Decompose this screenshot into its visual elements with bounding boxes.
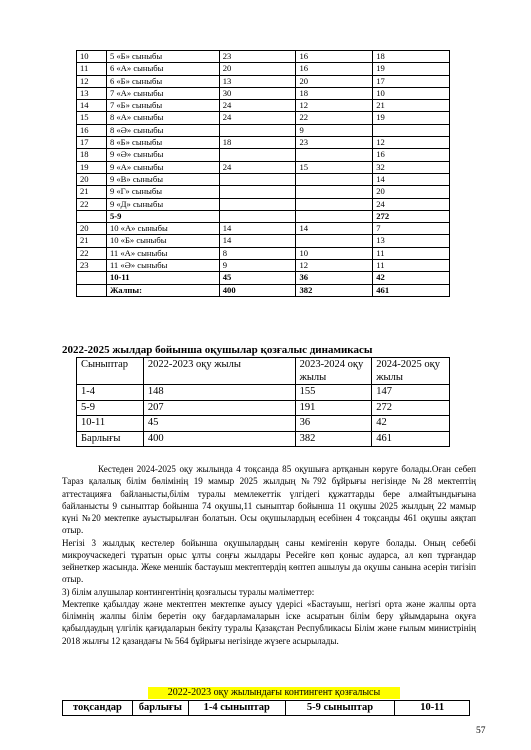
table-cell: 14	[373, 173, 450, 185]
table-row	[77, 112, 450, 124]
contingent-header-row	[63, 701, 470, 716]
table-row	[77, 198, 450, 210]
table-row	[77, 284, 450, 296]
table-row	[77, 137, 450, 149]
table-cell: 191	[295, 400, 372, 416]
table-cell	[219, 186, 296, 198]
table-cell	[219, 124, 296, 136]
table-cell: 18	[296, 87, 373, 99]
table-cell: 42	[373, 272, 450, 284]
table-cell: 10	[77, 51, 107, 63]
table-cell: 13	[77, 87, 107, 99]
table-cell: 36	[295, 416, 372, 432]
table-cell: 9 «А» сыныбы	[106, 161, 219, 173]
table-cell: 16	[296, 51, 373, 63]
dynamics-header-cell: 2024-2025 оқу жылы	[372, 358, 450, 385]
table-cell: Барлығы	[77, 431, 144, 447]
table-cell: 148	[143, 385, 295, 401]
table-row	[77, 385, 450, 401]
table-cell: 9 «Г» сыныбы	[106, 186, 219, 198]
table-cell: 24	[219, 112, 296, 124]
dynamics-header-cell: 2022-2023 оқу жылы	[143, 358, 295, 385]
table-cell: 12	[373, 137, 450, 149]
table-row	[77, 51, 450, 63]
table-cell: 207	[143, 400, 295, 416]
table-cell: 45	[143, 416, 295, 432]
table-cell: 20	[296, 75, 373, 87]
contingent-header-cell: 10-11	[395, 701, 470, 716]
table-cell: 5 «Б» сыныбы	[106, 51, 219, 63]
paragraph: Негізі 3 жылдық кестелер бойынша оқушылардың саны кемігенін көруге болады. Оның себебі микроучаскедегі тұратын орыс ұлты соңғы жылдары Ресейге көп қоныс аударса, ал көп тұрғандар зейнеткер жасында. Жеке меншік бастауыш мектептердің көптеп ашылуы да оқушы санына әсерін тигізіп отыр.	[62, 537, 476, 585]
table-cell: 20	[77, 223, 107, 235]
table-cell: 23	[219, 51, 296, 63]
table-row	[77, 124, 450, 136]
table-row	[77, 247, 450, 259]
table-cell: 11	[77, 63, 107, 75]
table-cell: Жалпы:	[106, 284, 219, 296]
table-cell: 12	[296, 260, 373, 272]
table-cell: 19	[77, 161, 107, 173]
table-cell: 7	[373, 223, 450, 235]
table-cell: 18	[373, 51, 450, 63]
table-row	[77, 260, 450, 272]
table-cell: 5-9	[77, 400, 144, 416]
table-cell: 272	[372, 400, 450, 416]
table-cell: 8 «А» сыныбы	[106, 112, 219, 124]
table-cell: 7 «Б» сыныбы	[106, 100, 219, 112]
dynamics-header-cell: Сыныптар	[77, 358, 144, 385]
table-cell: 14	[296, 223, 373, 235]
table-cell: 12	[296, 100, 373, 112]
table-cell: 10-11	[77, 416, 144, 432]
table-cell: 461	[372, 431, 450, 447]
table-cell: 14	[219, 235, 296, 247]
table-cell: 11	[373, 260, 450, 272]
table-cell: 18	[77, 149, 107, 161]
table-cell	[219, 173, 296, 185]
table-cell: 382	[295, 431, 372, 447]
table-row	[77, 210, 450, 222]
table-row	[77, 75, 450, 87]
table-cell: 18	[219, 137, 296, 149]
table-row	[77, 235, 450, 247]
table-cell	[296, 210, 373, 222]
table-cell	[373, 124, 450, 136]
table-cell: 8	[219, 247, 296, 259]
contingent-title: 2022-2023 оқу жылындағы контингент қозғалысы	[148, 687, 400, 699]
table-row	[77, 161, 450, 173]
table-cell: 272	[373, 210, 450, 222]
table-cell: 24	[373, 198, 450, 210]
table-row	[77, 173, 450, 185]
table-cell: 22	[77, 198, 107, 210]
table-cell: 42	[372, 416, 450, 432]
table-cell: 30	[219, 87, 296, 99]
table-cell: 22	[77, 247, 107, 259]
table-row	[77, 63, 450, 75]
table-cell: 23	[77, 260, 107, 272]
table-cell: 400	[143, 431, 295, 447]
table-cell: 21	[77, 186, 107, 198]
table-cell: 11 «Ә» сыныбы	[106, 260, 219, 272]
table-cell: 9 «В» сыныбы	[106, 173, 219, 185]
contingent-header-cell: 1-4 сыныптар	[188, 701, 285, 716]
table-cell	[219, 149, 296, 161]
table-cell: 20	[373, 186, 450, 198]
table-cell: 11	[373, 247, 450, 259]
table-cell: 9 «Д» сыныбы	[106, 198, 219, 210]
table-cell: 15	[77, 112, 107, 124]
table-cell: 382	[296, 284, 373, 296]
table-row	[77, 100, 450, 112]
table-cell: 155	[295, 385, 372, 401]
dynamics-table	[76, 357, 450, 447]
table-cell	[296, 173, 373, 185]
table-cell: 13	[373, 235, 450, 247]
table-cell: 24	[219, 100, 296, 112]
table-cell: 17	[77, 137, 107, 149]
table-cell: 15	[296, 161, 373, 173]
table-cell	[296, 186, 373, 198]
table-cell: 16	[373, 149, 450, 161]
table-cell: 36	[296, 272, 373, 284]
dynamics-title: 2022-2025 жылдар бойынша оқушылар қозғалыс динамикасы	[62, 344, 373, 356]
table-row	[77, 149, 450, 161]
table-cell	[77, 284, 107, 296]
table-cell: 32	[373, 161, 450, 173]
table-cell: 461	[373, 284, 450, 296]
table-cell: 5-9	[106, 210, 219, 222]
table-cell: 20	[219, 63, 296, 75]
class-enrollment-table	[76, 50, 450, 297]
table-cell	[77, 272, 107, 284]
table-cell	[296, 235, 373, 247]
table-cell: 22	[296, 112, 373, 124]
table-cell: 147	[372, 385, 450, 401]
table-cell: 1-4	[77, 385, 144, 401]
table-cell: 14	[219, 223, 296, 235]
table-row	[77, 416, 450, 432]
table-cell: 14	[77, 100, 107, 112]
paragraph: Кестеден 2024-2025 оқу жылында 4 тоқсанда 85 оқушыға артқанын көруге болады.Оған себеп Тараз қалалық білім бөлімінің 19 мамыр 2025 жылдың №792 бұйрығы негізінде №28 мектептің аттестацияға байланысты,білім туралы мемлекеттік үлгідегі құжаттарды бере алмайтындығына байланысты 9 сыныптар бойынша 74 оқушы,11 сыныптар бойынша 11 оқушы 2025 жылдың 22 мамыр күні №20 мектепке ауыстырылған болатын. Осы оқушылардың есебінен 4 тоқсанды 461 оқушы аяқтап отыр.	[62, 464, 476, 536]
table-cell: 20	[77, 173, 107, 185]
table-cell: 10	[296, 247, 373, 259]
table-cell	[77, 210, 107, 222]
contingent-table	[62, 700, 470, 716]
body-text	[62, 463, 476, 647]
table-cell: 6 «Б» сыныбы	[106, 75, 219, 87]
table-cell: 9 «Ә» сыныбы	[106, 149, 219, 161]
table-cell: 400	[219, 284, 296, 296]
table-cell: 16	[296, 63, 373, 75]
dynamics-header-row	[77, 358, 450, 385]
table-cell: 16	[77, 124, 107, 136]
table-cell: 10 «А» сыныбы	[106, 223, 219, 235]
table-cell: 24	[219, 161, 296, 173]
table-cell: 8 «Ә» сыныбы	[106, 124, 219, 136]
dynamics-header-cell: 2023-2024 оқу жылы	[295, 358, 372, 385]
paragraph: Мектепке қабылдау және мектептен мектепке ауысу үдерісі «Бастауыш, негізгі орта және жалпы орта білімнің жалпы білім беретін оқу бағдарламаларын іске асыратын білім беру ұйымдарына оқуға қабылдаудың үлгілік қағидаларын бекіту туралы Қазақстан Республикасы Білім және ғылым министрінің 2018 жылғы 12 қазандағы № 564 бұйрығы негізінде жүзеге асырылады.	[62, 598, 476, 646]
table-row	[77, 272, 450, 284]
table-cell: 7 «А» сыныбы	[106, 87, 219, 99]
table-cell: 13	[219, 75, 296, 87]
table-cell	[296, 198, 373, 210]
table-cell: 21	[373, 100, 450, 112]
table-cell: 8 «Б» сыныбы	[106, 137, 219, 149]
table-cell: 6 «А» сыныбы	[106, 63, 219, 75]
table-cell: 19	[373, 112, 450, 124]
table-row	[77, 186, 450, 198]
table-row	[77, 400, 450, 416]
table-cell	[219, 210, 296, 222]
table-cell: 21	[77, 235, 107, 247]
contingent-header-cell: тоқсандар	[63, 701, 133, 716]
table-cell: 45	[219, 272, 296, 284]
page-number: 57	[476, 726, 486, 736]
table-cell: 12	[77, 75, 107, 87]
contingent-header-cell: 5-9 сыныптар	[285, 701, 395, 716]
table-cell: 9	[296, 124, 373, 136]
table-cell: 23	[296, 137, 373, 149]
table-cell	[296, 149, 373, 161]
table-row	[77, 87, 450, 99]
table-cell: 11 «А» сыныбы	[106, 247, 219, 259]
table-cell: 10	[373, 87, 450, 99]
table-cell: 19	[373, 63, 450, 75]
table-row	[77, 431, 450, 447]
table-row	[77, 223, 450, 235]
table-cell	[219, 198, 296, 210]
table-cell: 10 «Б» сыныбы	[106, 235, 219, 247]
table-cell: 10-11	[106, 272, 219, 284]
contingent-header-cell: барлығы	[132, 701, 188, 716]
paragraph: 3) білім алушылар контингентінің қозғалысы туралы мәліметтер:	[62, 586, 315, 597]
table-cell: 17	[373, 75, 450, 87]
table-cell: 9	[219, 260, 296, 272]
